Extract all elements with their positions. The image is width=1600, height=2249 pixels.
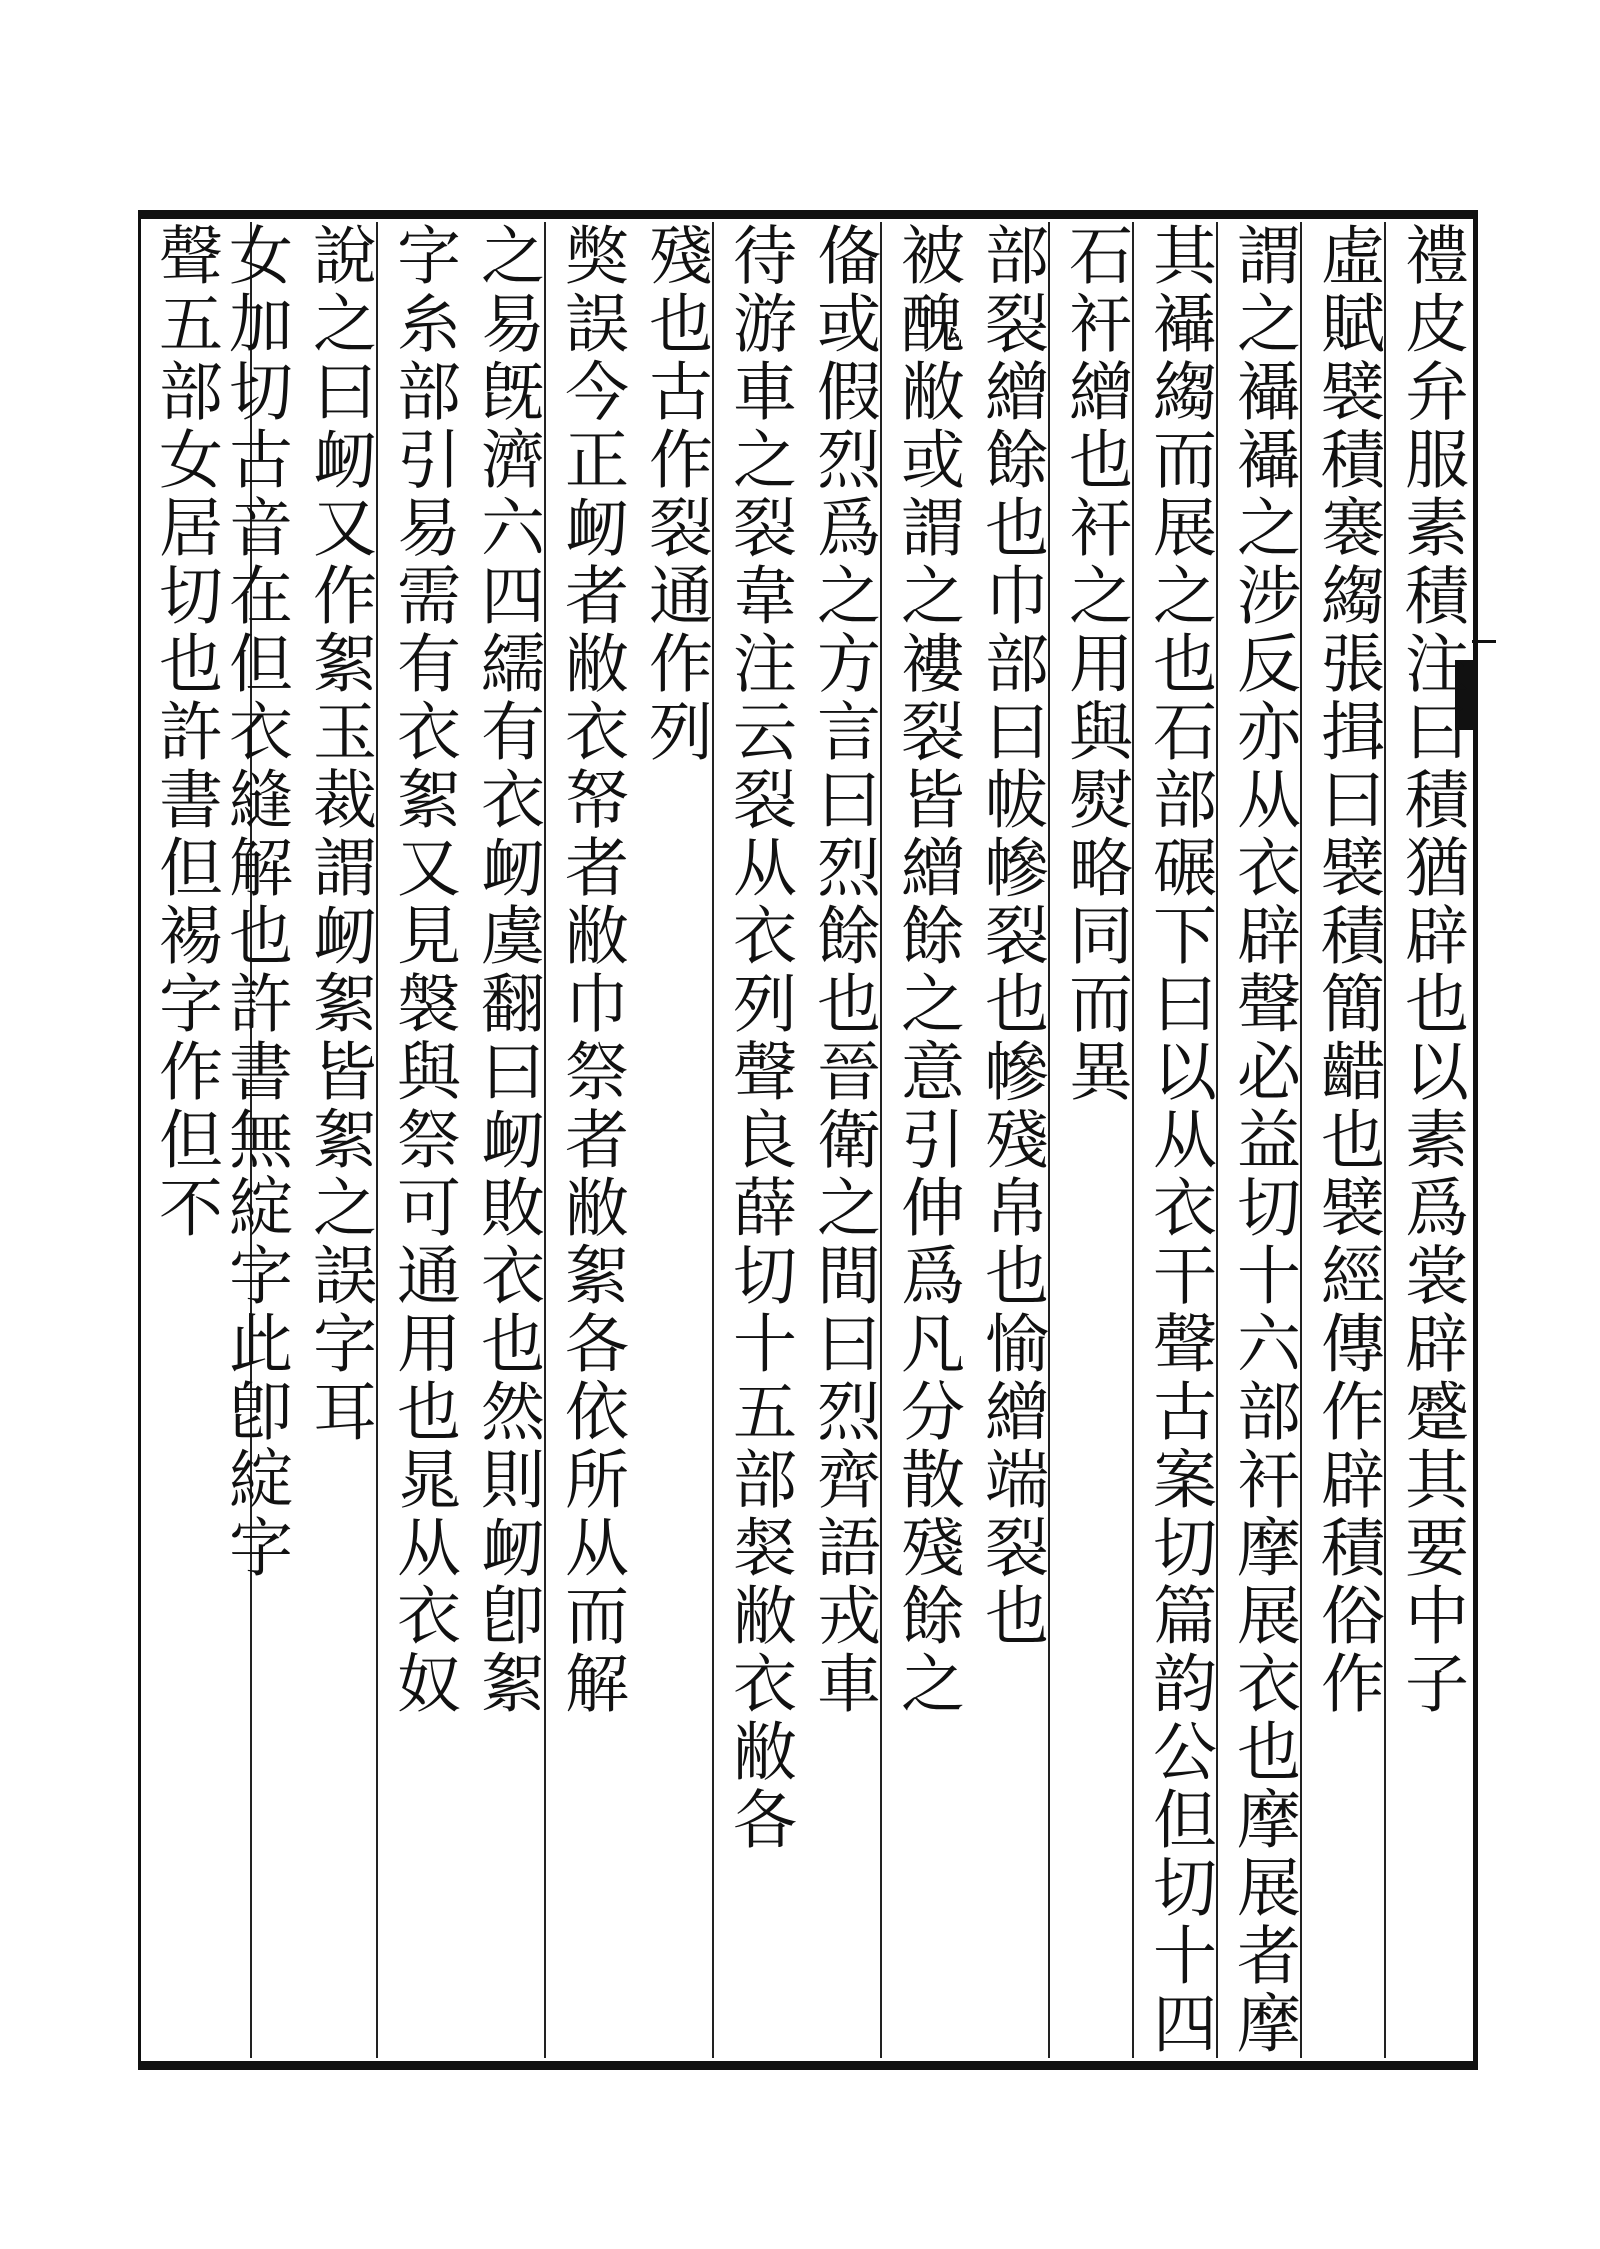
text-column: 虛賦襞積褰縐張揖曰襞積簡齰也襞經傳作辟積俗作 xyxy=(1310,222,1384,1718)
text-column: 聲五部女居切也許書但裼字作但不 xyxy=(148,222,222,1242)
edge-tick-mark xyxy=(1472,640,1496,643)
text-column: 被醜敝或謂之褸裂皆繒餘之意引伸爲凡分散殘餘之 xyxy=(890,222,964,1718)
text-column: 女加切古音在但衣縫解也許書無綻字此卽綻字 xyxy=(218,222,292,1582)
text-column: 禮皮弁服素積注曰積猶辟也以素爲裳辟蹙其要中子 xyxy=(1394,222,1468,1718)
text-column: 部裂繒餘也巾部曰帗幓裂也幓殘帛也愉繒端裂也 xyxy=(974,222,1048,1650)
text-column: 待游車之裂韋注云裂从衣列聲良薛切十五部裻敝衣敝各 xyxy=(722,222,796,1854)
text-column: 殘也古作裂通作列 xyxy=(638,222,712,766)
text-column: 其襵縐而展之也石部碾下曰以从衣干聲古案切篇韵公但切十四 xyxy=(1142,222,1216,2058)
text-column: 字糸部引易需有衣絮又見褩與祭可通用也晁从衣奴 xyxy=(386,222,460,1718)
text-column: 說之曰衂又作絮玉裁謂衂絮皆絮之誤字耳 xyxy=(302,222,376,1446)
text-column: 獘誤今正衂者敝衣帑者敝巾祭者敝絮各依所从而解 xyxy=(554,222,628,1718)
text-column: 之易旣濟六四繻有衣衂虞翻曰衂敗衣也然則衂卽絮 xyxy=(470,222,544,1718)
text-column: 俻或假烈爲之方言曰烈餘也晉衛之間曰烈齊語戎車 xyxy=(806,222,880,1718)
text-column: 石衦繒也衦之用與熨略同而異 xyxy=(1058,222,1132,1106)
text-column: 謂之襵襵之涉反亦从衣辟聲必益切十六部衦摩展衣也摩展者摩 xyxy=(1226,222,1300,2058)
